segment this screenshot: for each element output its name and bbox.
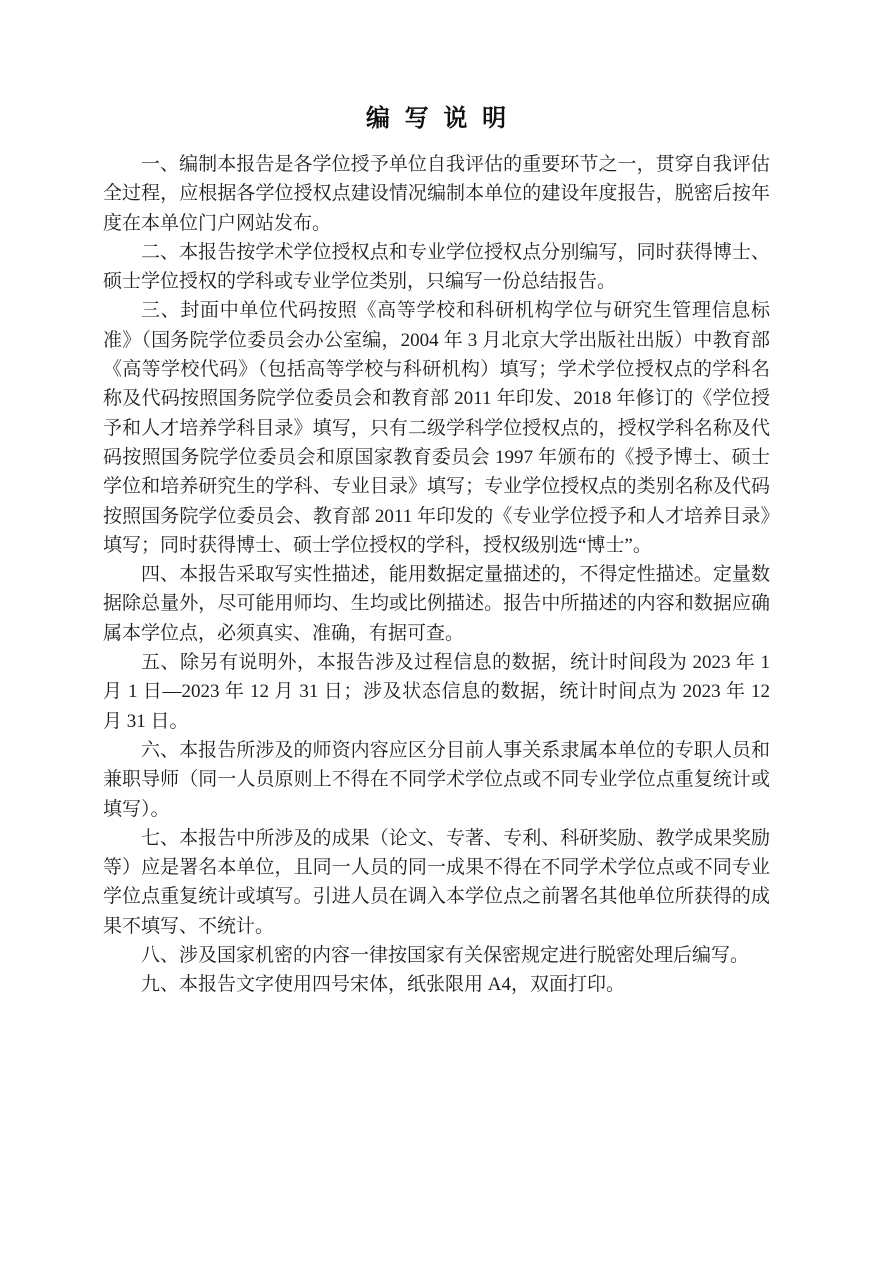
page-title: 编 写 说 明 — [365, 106, 508, 132]
document-content — [103, 0, 770, 1000]
paragraph-4: 四、本报告采取写实性描述，能用数据定量描述的，不得定性描述。定量数据除总量外，尽可能用师均、生均或比例描述。报告中所描述的内容和数据应确属本学位点，必须真实、准确，有据可查。 — [103, 564, 770, 644]
paragraph-9: 九、本报告文字使用四号宋体，纸张限用 A4，双面打印。 — [141, 974, 625, 996]
paragraph-2: 二、本报告按学术学位授权点和专业学位授权点分别编写，同时获得博士、硕士学位授权的学科或专业学位类别，只编写一份总结报告。 — [103, 241, 770, 293]
paragraph-7: 七、本报告中所涉及的成果（论文、专著、专利、科研奖励、教学成果奖励等）应是署名本单位，且同一人员的同一成果不得在不同学术学位点或不同专业学位点重复统计或填写。引进人员在调入本学位点之前署名其他单位所获得的成果不填写、不统计。 — [103, 827, 770, 937]
paragraph-5: 五、除另有说明外，本报告涉及过程信息的数据，统计时间段为 2023 年 1 月 1 日—2023 年 12 月 31 日；涉及状态信息的数据，统计时间点为 2023 年 12 月 31 日。 — [103, 652, 770, 732]
paragraph-6: 六、本报告所涉及的师资内容应区分目前人事关系隶属本单位的专职人员和兼职导师（同一人员原则上不得在不同学术学位点或不同专业学位点重复统计或填写）。 — [103, 739, 770, 820]
paragraph-1: 一、编制本报告是各学位授予单位自我评估的重要环节之一，贯穿自我评估全过程，应根据各学位授权点建设情况编制本单位的建设年度报告，脱密后按年度在本单位门户网站发布。 — [103, 154, 770, 234]
instructions-body — [103, 150, 770, 1000]
paragraph-8: 八、涉及国家机密的内容一律按国家有关保密规定进行脱密处理后编写。 — [141, 945, 750, 967]
paragraph-3: 三、封面中单位代码按照《高等学校和科研机构学位与研究生管理信息标准》（国务院学位委员会办公室编，2004 年 3 月北京大学出版社出版）中教育部《高等学校代码》（包括高等学校与科研机构）填写；学术学位授权点的学科名称及代码按照国务院学位委员会和教育部 2011 年印发、2018 年修订的《学位授予和人才培养学科目录》填写，只有二级学科学位授权点的，授权学科名称及代码按照国务院学位委员会和原国家教育委员会 1997 年颁布的《授予博士、硕士学位和培养研究生的学科、专业目录》填写；专业学位授权点的类别名称及代码按照国务院学位委员会、教育部 2011 年印发的《专业学位授予和人才培养目录》填写；同时获得博士、硕士学位授权的学科，授权级别选“博士”。 — [103, 300, 770, 556]
